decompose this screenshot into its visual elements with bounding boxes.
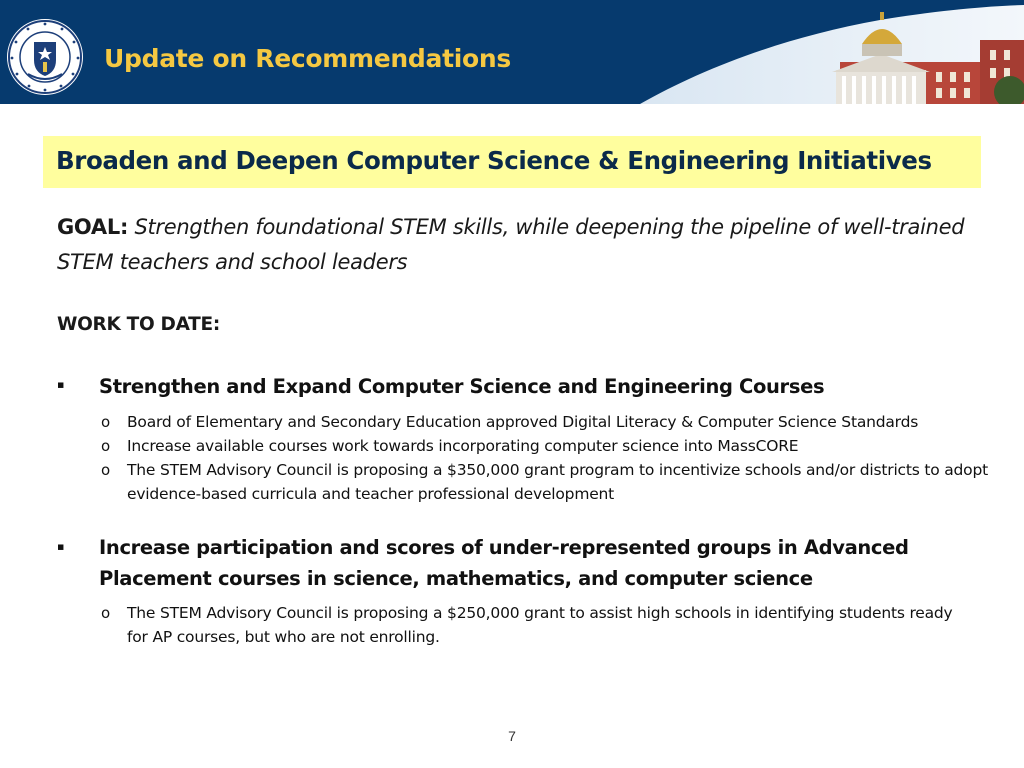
list-item-text: The STEM Advisory Council is proposing a $350,000 grant program to incentivize schools and/or districts to adopt evidence-based curricula and teacher professional development (127, 461, 988, 503)
massachusetts-seal-logo (6, 18, 84, 96)
bullet-icon: ▪ (57, 378, 65, 391)
circle-bullet-icon: o (101, 413, 110, 431)
list-item-text: The STEM Advisory Council is proposing a $250,000 grant to assist high schools in identifying students ready for AP courses, but who are not enrolling. (127, 604, 953, 646)
section-heading: Strengthen and Expand Computer Science and Engineering Courses (99, 375, 825, 398)
list-item (101, 601, 961, 649)
circle-bullet-icon: o (101, 461, 110, 479)
page-title: Update on Recommendations (104, 44, 511, 73)
list-item (101, 458, 1001, 506)
page-number: 7 (508, 728, 516, 744)
goal-label: GOAL: (57, 215, 129, 239)
section-heading: Increase participation and scores of under-represented groups in Advanced Placement courses in science, mathematics, and computer science (99, 536, 909, 590)
circle-bullet-icon: o (101, 437, 110, 455)
bullet-icon: ▪ (57, 540, 65, 553)
header-banner (0, 0, 1024, 104)
list-item-text: Increase available courses work towards incorporating computer science into MassCORE (127, 437, 799, 455)
goal-statement (57, 210, 1007, 280)
list-item (101, 434, 1001, 458)
slide-heading: Broaden and Deepen Computer Science & Engineering Initiatives (56, 146, 932, 175)
list-item-text: Board of Elementary and Secondary Education approved Digital Literacy & Computer Science Standards (127, 413, 919, 431)
list-item (101, 410, 1001, 434)
work-to-date-label: WORK TO DATE: (57, 314, 220, 335)
goal-text: Strengthen foundational STEM skills, while deepening the pipeline of well-trained STEM teachers and school leaders (57, 215, 965, 274)
circle-bullet-icon: o (101, 604, 110, 622)
